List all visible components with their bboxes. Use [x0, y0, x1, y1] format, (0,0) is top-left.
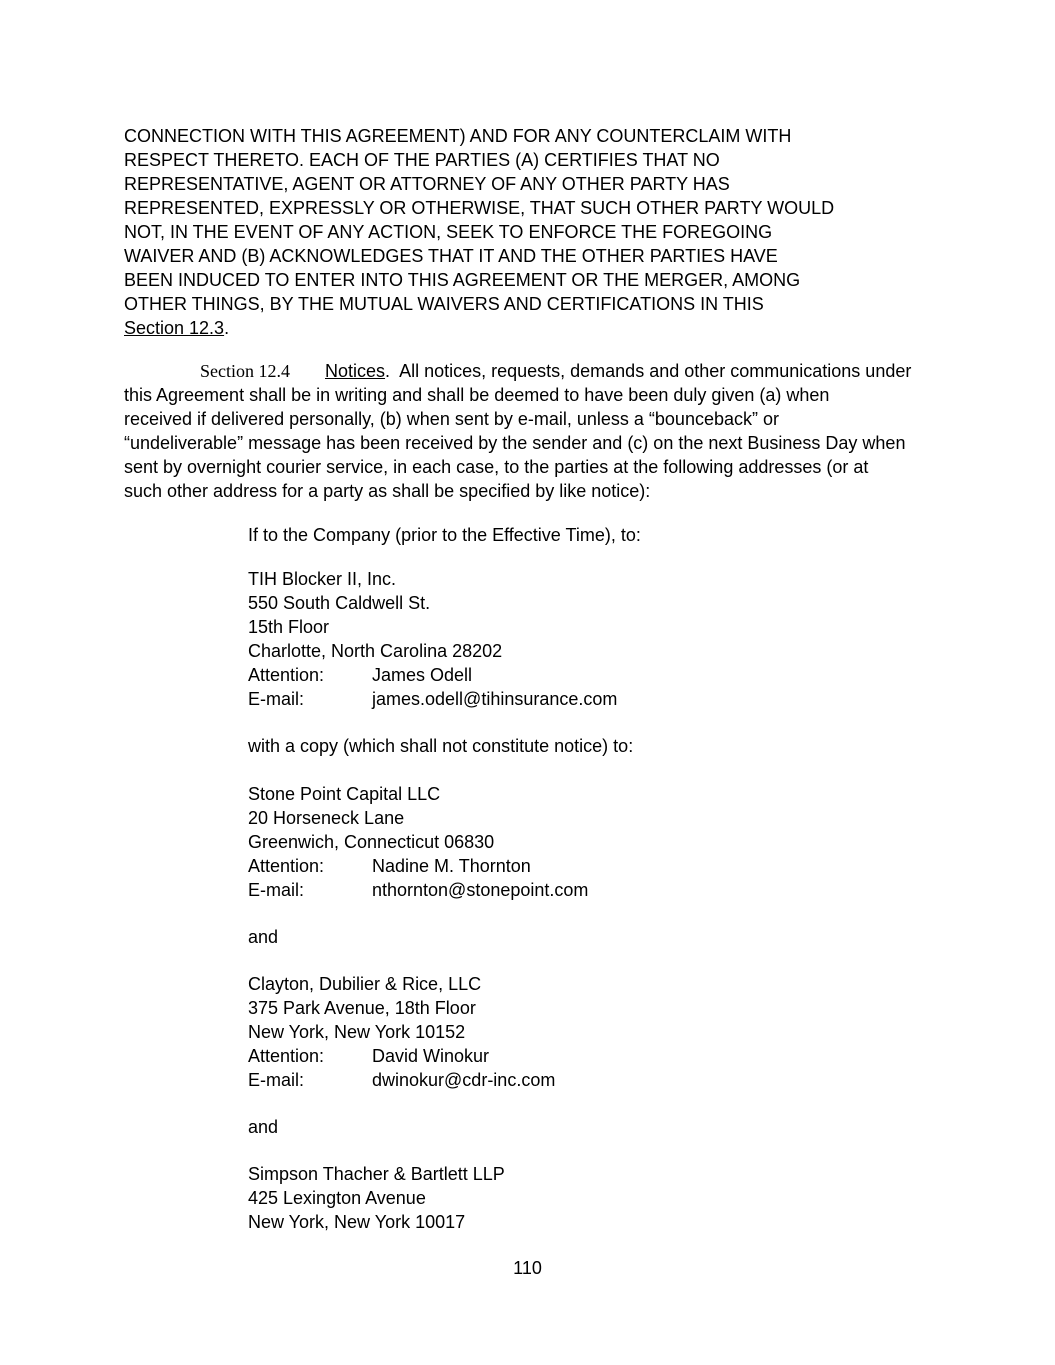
attention-line	[248, 1044, 555, 1068]
paragraph-text: All notices, requests, demands and other communications under	[399, 361, 912, 381]
paragraph-line: CONNECTION WITH THIS AGREEMENT) AND FOR ANY COUNTERCLAIM WITH	[124, 126, 792, 146]
paragraph-line	[124, 316, 924, 340]
attention-value: David Winokur	[372, 1046, 490, 1066]
address-line: New York, New York 10152	[248, 1022, 466, 1042]
email-value: james.odell@tihinsurance.com	[372, 689, 618, 709]
attention-line	[248, 663, 617, 687]
attention-value: Nadine M. Thornton	[372, 856, 531, 876]
attention-label: Attention:	[248, 665, 325, 685]
paragraph-line	[124, 359, 934, 383]
paragraph-line: NOT, IN THE EVENT OF ANY ACTION, SEEK TO ENFORCE THE FOREGOING	[124, 222, 773, 242]
paragraph-line: OTHER THINGS, BY THE MUTUAL WAIVERS AND CERTIFICATIONS IN THIS	[124, 294, 764, 314]
email-label: E-mail:	[248, 1070, 305, 1090]
paragraph-line: such other address for a party as shall be specified by like notice):	[124, 481, 651, 501]
email-value: nthornton@stonepoint.com	[372, 880, 589, 900]
address-line: 15th Floor	[248, 617, 330, 637]
email-line	[248, 1068, 555, 1092]
stone-point-address	[248, 782, 588, 902]
period: .	[385, 361, 391, 381]
section-number: Section 12.4	[200, 361, 290, 381]
address-line: Simpson Thacher & Bartlett LLP	[248, 1164, 505, 1184]
attention-label: Attention:	[248, 1046, 325, 1066]
address-line: 425 Lexington Avenue	[248, 1188, 426, 1208]
paragraph-line: “undeliverable” message has been received by the sender and (c) on the next Business Day when	[124, 433, 906, 453]
email-label: E-mail:	[248, 880, 305, 900]
and-separator: and	[248, 1117, 279, 1137]
email-value: dwinokur@cdr-inc.com	[372, 1070, 556, 1090]
attention-line	[248, 854, 588, 878]
cdr-address	[248, 972, 555, 1092]
email-line	[248, 878, 588, 902]
paragraph-line: received if delivered personally, (b) when sent by e-mail, unless a “bounceback” or	[124, 409, 779, 429]
attention-label: Attention:	[248, 856, 325, 876]
address-line: Greenwich, Connecticut 06830	[248, 832, 495, 852]
address-line: 375 Park Avenue, 18th Floor	[248, 998, 476, 1018]
address-line: 20 Horseneck Lane	[248, 808, 405, 828]
and-separator: and	[248, 927, 279, 947]
paragraph-line: RESPECT THERETO. EACH OF THE PARTIES (A) CERTIFIES THAT NO	[124, 150, 720, 170]
address-line: 550 South Caldwell St.	[248, 593, 431, 613]
address-line: Clayton, Dubilier & Rice, LLC	[248, 974, 482, 994]
paragraph-line: BEEN INDUCED TO ENTER INTO THIS AGREEMENT OR THE MERGER, AMONG	[124, 270, 801, 290]
email-line	[248, 687, 617, 711]
page-number: 110	[513, 1258, 542, 1278]
section-heading: Notices	[325, 361, 386, 381]
notices-paragraph	[124, 359, 934, 503]
paragraph-line: WAIVER AND (B) ACKNOWLEDGES THAT IT AND THE OTHER PARTIES HAVE	[124, 246, 778, 266]
address-line: New York, New York 10017	[248, 1212, 466, 1232]
address-line: TIH Blocker II, Inc.	[248, 569, 397, 589]
company-intro: If to the Company (prior to the Effective Time), to:	[248, 525, 641, 545]
copy-intro: with a copy (which shall not constitute notice) to:	[248, 736, 634, 756]
paragraph-line: sent by overnight courier service, in each case, to the parties at the following addresses (or at	[124, 457, 869, 477]
email-label: E-mail:	[248, 689, 305, 709]
company-address	[248, 567, 617, 711]
section-reference: Section 12.3	[124, 318, 225, 338]
paragraph-line: REPRESENTATIVE, AGENT OR ATTORNEY OF ANY OTHER PARTY HAS	[124, 174, 730, 194]
waiver-paragraph	[124, 124, 924, 340]
period: .	[224, 318, 230, 338]
attention-value: James Odell	[372, 665, 473, 685]
address-line: Stone Point Capital LLC	[248, 784, 441, 804]
paragraph-line: REPRESENTED, EXPRESSLY OR OTHERWISE, THAT SUCH OTHER PARTY WOULD	[124, 198, 835, 218]
simpson-address	[248, 1162, 505, 1234]
address-line: Charlotte, North Carolina 28202	[248, 641, 503, 661]
paragraph-line: this Agreement shall be in writing and shall be deemed to have been duly given (a) when	[124, 385, 830, 405]
